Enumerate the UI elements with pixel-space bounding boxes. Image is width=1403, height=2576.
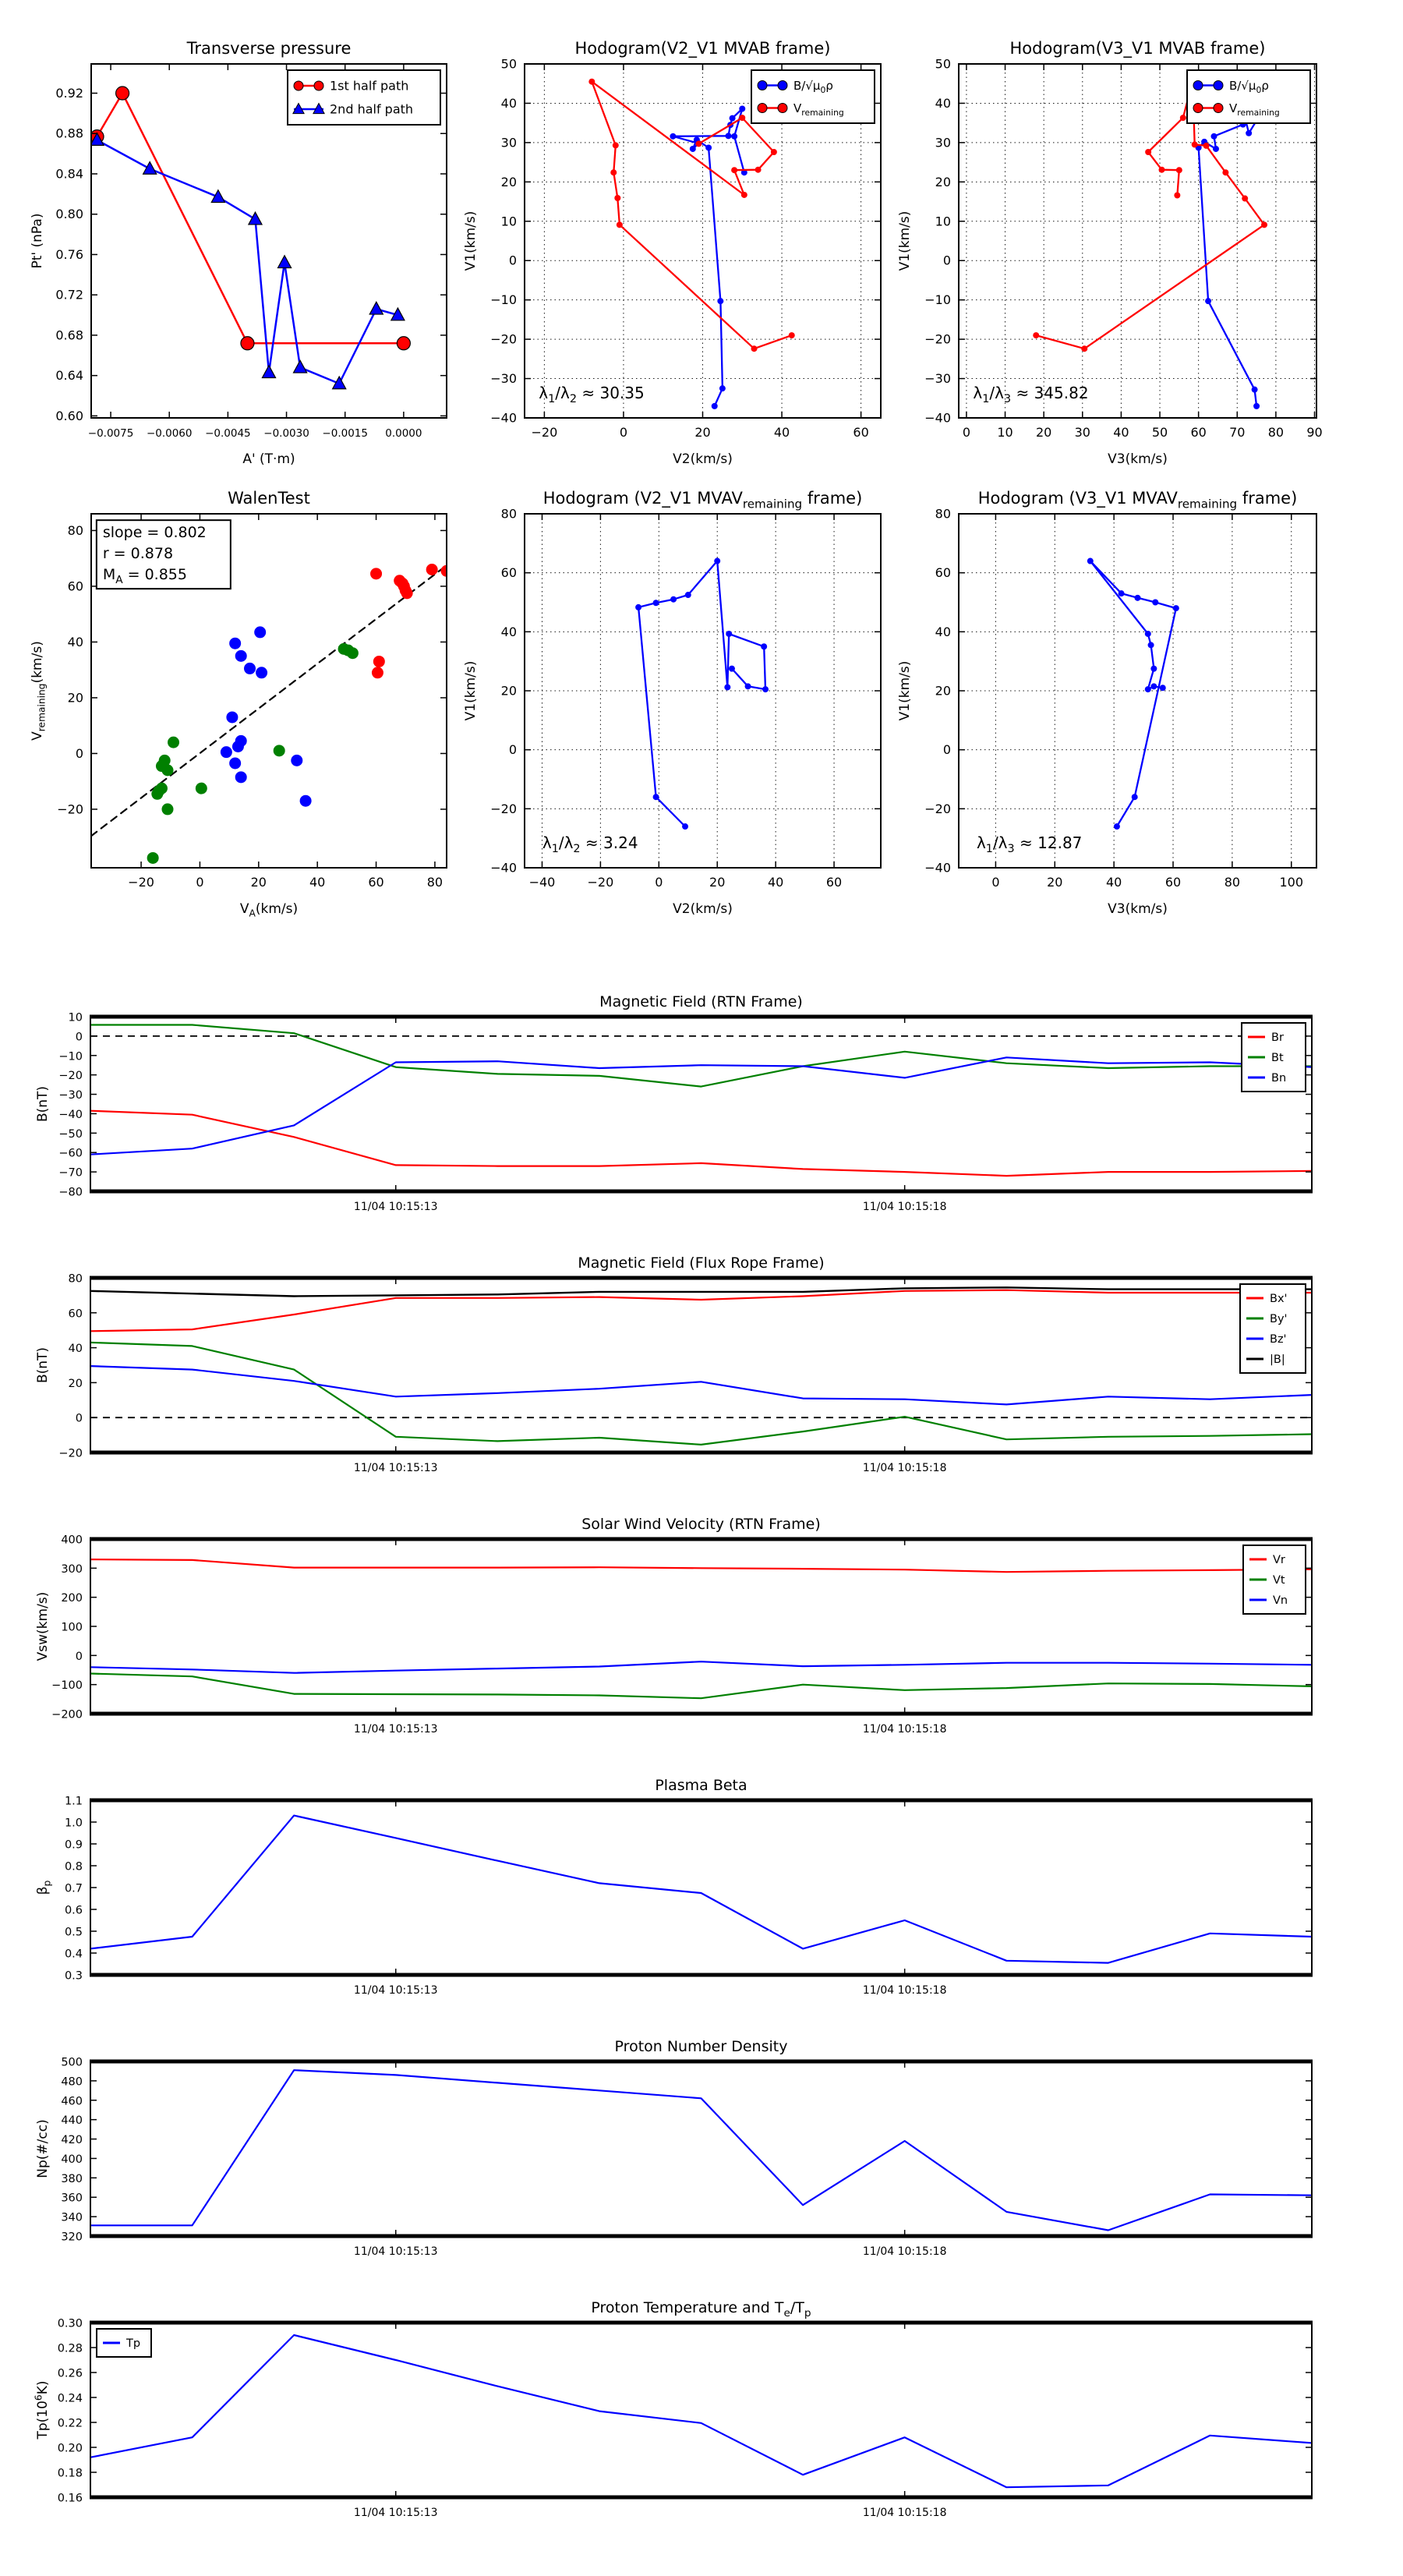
series-group bbox=[1087, 558, 1179, 830]
tick-labels bbox=[61, 2057, 946, 2259]
x-axis-label: V3(km/s) bbox=[1108, 901, 1168, 917]
legend-label: Bt bbox=[1271, 1052, 1284, 1064]
x-tick-label: 80 bbox=[1224, 875, 1241, 890]
x-tick-label: 11/04 10:15:18 bbox=[862, 1723, 947, 1736]
y-tick-label: 20 bbox=[935, 174, 951, 189]
ticks bbox=[959, 514, 1316, 868]
y-tick-label: −10 bbox=[924, 292, 951, 308]
series-group bbox=[90, 1559, 1312, 1698]
legend-label: Vr bbox=[1273, 1554, 1285, 1566]
legend-label: Bx' bbox=[1270, 1293, 1288, 1305]
series-group bbox=[90, 2070, 1312, 2230]
y-tick-label: 20 bbox=[67, 690, 83, 706]
y-tick-label: 0.60 bbox=[55, 408, 83, 423]
y-axis-label: Pt' (nPa) bbox=[30, 213, 45, 269]
x-tick-label: 11/04 10:15:18 bbox=[862, 2245, 947, 2258]
chart-title: Hodogram(V3_V1 MVAB frame) bbox=[1009, 39, 1266, 58]
y-tick-label: 10 bbox=[68, 1011, 83, 1024]
y-tick-label: 60 bbox=[935, 565, 951, 581]
x-tick-label: 20 bbox=[1035, 425, 1052, 440]
y-tick-label: −200 bbox=[51, 1708, 83, 1721]
y-tick-label: −30 bbox=[924, 371, 951, 387]
y-tick-label: 0 bbox=[942, 253, 951, 268]
y-tick-label: 20 bbox=[68, 1377, 83, 1390]
y-tick-label: −30 bbox=[58, 1089, 83, 1102]
y-tick-label: −50 bbox=[58, 1127, 83, 1141]
chart-title: Solar Wind Velocity (RTN Frame) bbox=[581, 1516, 821, 1533]
x-tick-label: 11/04 10:15:18 bbox=[862, 1201, 947, 1213]
legend bbox=[1240, 1284, 1306, 1373]
x-tick-label: 40 bbox=[1105, 875, 1122, 890]
y-tick-label: 0.9 bbox=[64, 1838, 83, 1852]
x-tick-label: 11/04 10:15:13 bbox=[353, 1201, 438, 1213]
legend-label: $B/√\mu_0\rho$ bbox=[1229, 79, 1269, 95]
series-group bbox=[588, 79, 794, 409]
x-axis-label: V3(km/s) bbox=[1108, 451, 1168, 467]
y-tick-label: −10 bbox=[490, 292, 517, 308]
legend-label: Br bbox=[1271, 1031, 1284, 1044]
annotation-line: $\lambda_1/\lambda_3 \approx 345.82$ bbox=[973, 384, 1089, 406]
chart-title: Hodogram (V3_V1 $MVAV_{remaining}$ frame) bbox=[977, 489, 1298, 511]
ticks bbox=[90, 1017, 1312, 1191]
series-line-Np bbox=[90, 2070, 1312, 2230]
y-tick-label: 40 bbox=[500, 624, 517, 639]
plot-frame bbox=[90, 1800, 1312, 1975]
tick-labels bbox=[58, 1012, 946, 1214]
y-tick-label: 460 bbox=[61, 2095, 83, 2108]
y-tick-label: 80 bbox=[500, 506, 517, 522]
series-line-Bn bbox=[90, 1057, 1312, 1154]
plot-frame bbox=[959, 514, 1316, 868]
y-tick-label: 0.68 bbox=[55, 327, 83, 343]
x-tick-label: 11/04 10:15:18 bbox=[862, 1984, 947, 1997]
x-axis-label: A' (T·m) bbox=[242, 451, 295, 467]
chart-transverse-pressure bbox=[30, 39, 447, 467]
y-tick-label: 0.16 bbox=[57, 2492, 83, 2505]
x-tick-label: 60 bbox=[1190, 425, 1207, 440]
legend bbox=[1187, 70, 1310, 123]
chart-mag-field-fluxrope bbox=[35, 1254, 1313, 1474]
y-tick-label: 1.1 bbox=[64, 1795, 83, 1808]
series-group bbox=[635, 558, 769, 830]
chart-title: Magnetic Field (Flux Rope Frame) bbox=[578, 1254, 825, 1272]
y-tick-label: 20 bbox=[500, 174, 517, 189]
x-axis-label: V2(km/s) bbox=[673, 901, 733, 917]
x-tick-label: 0.0000 bbox=[385, 427, 422, 440]
y-tick-label: −40 bbox=[58, 1108, 83, 1121]
y-tick-label: 40 bbox=[935, 624, 951, 639]
x-tick-label: 11/04 10:15:18 bbox=[862, 1462, 947, 1474]
y-tick-label: 80 bbox=[68, 1272, 83, 1286]
tick-labels bbox=[58, 2318, 947, 2520]
legend-label: $V_{remaining}$ bbox=[1229, 101, 1280, 118]
y-tick-label: 30 bbox=[500, 135, 517, 150]
y-tick-label: 20 bbox=[935, 683, 951, 699]
y-tick-label: 0.18 bbox=[57, 2467, 83, 2480]
y-tick-label: −20 bbox=[58, 1447, 83, 1460]
y-tick-label: 80 bbox=[67, 522, 83, 538]
legend-label: $V_{remaining}$ bbox=[793, 101, 844, 118]
x-tick-label: −0.0030 bbox=[263, 427, 309, 440]
y-axis-label: Vsw(km/s) bbox=[35, 1591, 51, 1661]
series-markers-scatter-green bbox=[147, 643, 359, 864]
x-tick-label: 60 bbox=[825, 875, 843, 890]
y-axis-label: Np(#/cc) bbox=[35, 2119, 51, 2178]
y-tick-label: 0.3 bbox=[64, 1969, 83, 1983]
legend-label: Bz' bbox=[1270, 1333, 1287, 1346]
y-axis-label: $Tp(10^6K)$ bbox=[33, 2380, 51, 2440]
y-tick-label: −20 bbox=[490, 331, 517, 347]
legend-label: By' bbox=[1270, 1313, 1288, 1325]
x-tick-label: 70 bbox=[1229, 425, 1246, 440]
x-tick-label: 60 bbox=[368, 875, 384, 890]
x-tick-label: 100 bbox=[1279, 875, 1304, 890]
y-tick-label: 50 bbox=[935, 56, 951, 72]
x-tick-label: 0 bbox=[962, 425, 971, 440]
y-tick-label: 20 bbox=[500, 683, 517, 699]
legend-label: 1st half path bbox=[330, 78, 409, 94]
y-tick-label: 30 bbox=[935, 135, 951, 150]
tick-labels bbox=[51, 1534, 946, 1736]
x-tick-label: 50 bbox=[1151, 425, 1168, 440]
x-tick-label: 20 bbox=[694, 425, 711, 440]
tick-labels bbox=[65, 1796, 947, 1997]
y-tick-label: 0.8 bbox=[64, 1860, 83, 1874]
y-tick-label: 0.84 bbox=[55, 166, 83, 182]
y-tick-label: 80 bbox=[935, 506, 951, 522]
series-group bbox=[91, 548, 460, 864]
y-tick-label: 340 bbox=[61, 2211, 83, 2224]
y-tick-label: −60 bbox=[58, 1147, 83, 1160]
x-axis-label: $V_A(km/s)$ bbox=[239, 901, 299, 919]
x-tick-label: 0 bbox=[655, 875, 663, 890]
y-tick-label: 380 bbox=[61, 2172, 83, 2185]
legend-label: Vt bbox=[1273, 1574, 1285, 1587]
tick-labels bbox=[55, 86, 422, 440]
y-tick-label: 100 bbox=[61, 1621, 83, 1634]
series-line-1st half path bbox=[97, 94, 404, 344]
chart-proton-temperature bbox=[34, 2299, 1313, 2519]
annotation-line: slope = 0.802 bbox=[102, 524, 207, 542]
tick-labels bbox=[58, 1273, 946, 1475]
y-tick-label: 1.0 bbox=[64, 1817, 83, 1830]
legend bbox=[288, 70, 440, 125]
chart-title: WalenTest bbox=[228, 489, 310, 508]
legend-label: $B/√\mu_0\rho$ bbox=[793, 79, 833, 95]
y-tick-label: −80 bbox=[58, 1186, 83, 1199]
y-axis-label: B(nT) bbox=[35, 1346, 51, 1384]
x-tick-label: 60 bbox=[853, 425, 869, 440]
series-group bbox=[90, 1025, 1312, 1177]
chart-solar-wind-velocity bbox=[35, 1516, 1313, 1736]
y-tick-label: 0.22 bbox=[57, 2417, 83, 2430]
y-tick-label: 0.30 bbox=[57, 2317, 83, 2330]
y-tick-label: −20 bbox=[490, 801, 517, 816]
chart-hodogram-v3v1-mvav bbox=[897, 489, 1316, 917]
y-tick-label: −10 bbox=[58, 1050, 83, 1063]
y-tick-label: 300 bbox=[61, 1562, 83, 1576]
chart-title: Hodogram(V2_V1 MVAB frame) bbox=[574, 39, 831, 58]
y-tick-label: 500 bbox=[61, 2056, 83, 2069]
y-tick-label: 40 bbox=[67, 634, 83, 649]
chart-plasma-beta bbox=[35, 1777, 1313, 1997]
annotation bbox=[539, 384, 644, 405]
series-line-Vn bbox=[90, 1661, 1312, 1673]
y-tick-label: 400 bbox=[61, 2153, 83, 2166]
y-tick-label: 0.24 bbox=[57, 2392, 83, 2405]
x-tick-label: −20 bbox=[128, 875, 154, 890]
y-tick-label: 360 bbox=[61, 2192, 83, 2205]
y-tick-label: 0 bbox=[508, 742, 517, 758]
series-line-B/sqrt(mu0 rho) bbox=[1090, 561, 1176, 827]
x-axis-label: V2(km/s) bbox=[673, 451, 733, 467]
x-tick-label: −20 bbox=[531, 425, 558, 440]
y-tick-label: 60 bbox=[68, 1307, 83, 1321]
series-line-By' bbox=[90, 1343, 1312, 1445]
y-tick-label: −20 bbox=[924, 331, 951, 347]
ticks bbox=[90, 2323, 1312, 2497]
legend bbox=[97, 2329, 151, 2357]
y-tick-label: −70 bbox=[58, 1166, 83, 1180]
x-tick-label: 40 bbox=[773, 425, 790, 440]
x-tick-label: −0.0075 bbox=[87, 427, 134, 440]
x-tick-label: −0.0060 bbox=[146, 427, 193, 440]
legend-label: Tp bbox=[126, 2337, 141, 2350]
annotation-line: r = 0.878 bbox=[102, 545, 174, 563]
x-tick-label: 20 bbox=[250, 875, 267, 890]
series-line-Bt bbox=[90, 1025, 1312, 1087]
y-tick-label: 0 bbox=[75, 1412, 83, 1425]
ticks bbox=[90, 1800, 1312, 1975]
annotation bbox=[542, 833, 638, 855]
series-line-Tp bbox=[90, 2335, 1312, 2487]
y-tick-label: 440 bbox=[61, 2114, 83, 2128]
y-tick-label: 0 bbox=[75, 745, 83, 761]
series-group bbox=[90, 87, 410, 389]
y-axis-label: V1(km/s) bbox=[463, 660, 479, 721]
plot-frame bbox=[90, 2323, 1312, 2497]
y-tick-label: 10 bbox=[500, 214, 517, 229]
x-tick-label: −0.0045 bbox=[205, 427, 251, 440]
x-tick-label: 10 bbox=[997, 425, 1013, 440]
chart-mag-field-rtn bbox=[35, 993, 1313, 1213]
x-tick-label: 40 bbox=[767, 875, 784, 890]
y-tick-label: 200 bbox=[61, 1592, 83, 1605]
y-axis-label: $\beta_p$ bbox=[35, 1880, 53, 1895]
legend-label: Bn bbox=[1271, 1072, 1287, 1085]
ticks bbox=[90, 2061, 1312, 2236]
y-tick-label: 60 bbox=[67, 579, 83, 594]
x-tick-label: 0 bbox=[991, 875, 1000, 890]
y-tick-label: 0.26 bbox=[57, 2367, 83, 2380]
grid bbox=[525, 514, 881, 868]
y-tick-label: −40 bbox=[490, 860, 517, 876]
x-tick-label: 11/04 10:15:13 bbox=[353, 1723, 438, 1736]
series-line-Bz' bbox=[90, 1366, 1312, 1404]
legend bbox=[1243, 1545, 1306, 1614]
x-tick-label: −0.0015 bbox=[322, 427, 368, 440]
y-tick-label: 60 bbox=[500, 565, 517, 581]
annotation bbox=[973, 384, 1088, 405]
annotation bbox=[97, 520, 231, 589]
y-tick-label: 320 bbox=[61, 2231, 83, 2244]
x-tick-label: 0 bbox=[196, 875, 204, 890]
y-tick-label: 40 bbox=[68, 1343, 83, 1356]
y-tick-label: −40 bbox=[490, 410, 517, 426]
x-tick-label: 11/04 10:15:18 bbox=[862, 2507, 947, 2519]
legend-label: |B| bbox=[1270, 1353, 1285, 1366]
series-line-B/sqrt(mu0 rho) bbox=[673, 109, 744, 406]
y-axis-label: V1(km/s) bbox=[463, 211, 479, 271]
y-tick-label: 0.28 bbox=[57, 2342, 83, 2355]
y-tick-label: 0 bbox=[942, 742, 951, 758]
x-tick-label: 11/04 10:15:13 bbox=[353, 2245, 438, 2258]
y-tick-label: −20 bbox=[924, 801, 951, 816]
x-tick-label: 11/04 10:15:13 bbox=[353, 1462, 438, 1474]
chart-title: Proton Number Density bbox=[614, 2038, 788, 2055]
x-tick-label: 40 bbox=[309, 875, 326, 890]
y-tick-label: 420 bbox=[61, 2134, 83, 2147]
series-line-walen-fit bbox=[91, 565, 447, 836]
legend bbox=[1242, 1023, 1306, 1092]
y-tick-label: 50 bbox=[500, 56, 517, 72]
annotation-line: $\lambda_1/\lambda_2 \approx 3.24$ bbox=[542, 833, 638, 856]
y-tick-label: 0.88 bbox=[55, 126, 83, 141]
chart-title: Transverse pressure bbox=[186, 39, 352, 58]
y-tick-label: 0.5 bbox=[64, 1926, 83, 1939]
x-tick-label: 40 bbox=[1113, 425, 1129, 440]
legend bbox=[751, 70, 875, 123]
y-tick-label: 0 bbox=[75, 1031, 83, 1044]
series-markers-scatter-blue bbox=[221, 626, 312, 806]
y-axis-label: $V_{remaining}(km/s)$ bbox=[30, 641, 48, 741]
chart-hodogram-v3v1-mvab bbox=[897, 39, 1323, 467]
y-tick-label: −40 bbox=[924, 860, 951, 876]
x-tick-label: −40 bbox=[528, 875, 556, 890]
x-tick-label: −20 bbox=[587, 875, 614, 890]
x-tick-label: 60 bbox=[1164, 875, 1182, 890]
x-tick-label: 90 bbox=[1306, 425, 1323, 440]
series-markers-2nd half path bbox=[90, 133, 405, 389]
y-tick-label: 40 bbox=[935, 95, 951, 111]
series-group bbox=[90, 1816, 1312, 1963]
x-tick-label: 20 bbox=[709, 875, 726, 890]
y-tick-label: 40 bbox=[500, 95, 517, 111]
chart-title: Plasma Beta bbox=[655, 1777, 747, 1794]
chart-proton-number-density bbox=[35, 2038, 1313, 2258]
y-tick-label: −40 bbox=[924, 410, 951, 426]
x-tick-label: 80 bbox=[426, 875, 444, 890]
chart-title: Magnetic Field (RTN Frame) bbox=[599, 993, 803, 1010]
series-line-Vr bbox=[90, 1559, 1312, 1572]
x-tick-label: 11/04 10:15:13 bbox=[353, 2507, 438, 2519]
y-axis-label: V1(km/s) bbox=[897, 660, 913, 721]
y-tick-label: 0.72 bbox=[55, 287, 83, 303]
grid bbox=[959, 514, 1316, 868]
y-tick-label: 0 bbox=[508, 253, 517, 268]
y-tick-label: 400 bbox=[61, 1534, 83, 1547]
chart-title: Proton Temperature and $T_e/T_p$ bbox=[591, 2299, 811, 2319]
plot-frame bbox=[525, 514, 881, 868]
y-tick-label: 0.92 bbox=[55, 86, 83, 101]
plot-frame bbox=[90, 2061, 1312, 2236]
y-tick-label: −100 bbox=[51, 1679, 83, 1693]
y-tick-label: −30 bbox=[490, 371, 517, 387]
y-tick-label: 0.7 bbox=[64, 1882, 83, 1895]
chart-walen-test bbox=[30, 489, 460, 918]
y-tick-label: 0.6 bbox=[64, 1904, 83, 1917]
legend-label: Vn bbox=[1273, 1594, 1288, 1607]
plot-frame bbox=[90, 1017, 1312, 1191]
x-tick-label: 80 bbox=[1267, 425, 1285, 440]
legend-label: 2nd half path bbox=[330, 101, 414, 117]
x-tick-label: 0 bbox=[619, 425, 628, 440]
x-tick-label: 20 bbox=[1047, 875, 1063, 890]
y-tick-label: 480 bbox=[61, 2075, 83, 2089]
series-group bbox=[1033, 78, 1267, 409]
chart-hodogram-v2v1-mvab bbox=[463, 39, 881, 467]
y-tick-label: 10 bbox=[935, 214, 951, 229]
y-tick-label: 0.80 bbox=[55, 207, 83, 222]
annotation-line: $\lambda_1/\lambda_3 \approx 12.87$ bbox=[976, 833, 1083, 856]
series-group bbox=[90, 2335, 1312, 2487]
chart-hodogram-v2v1-mvav bbox=[463, 489, 881, 917]
series-line-Vt bbox=[90, 1674, 1312, 1699]
series-markers-B/sqrt(mu0 rho) bbox=[1087, 558, 1179, 830]
tick-labels bbox=[490, 507, 842, 890]
y-tick-label: 0.20 bbox=[57, 2442, 83, 2455]
y-tick-label: 0.4 bbox=[64, 1948, 83, 1961]
annotation bbox=[977, 833, 1082, 855]
series-line-beta-p bbox=[90, 1816, 1312, 1963]
y-tick-label: 0.76 bbox=[55, 246, 83, 262]
y-tick-label: −20 bbox=[57, 801, 83, 817]
series-group bbox=[90, 1287, 1312, 1445]
annotation-line: $\lambda_1/\lambda_2 \approx 30.35$ bbox=[539, 384, 645, 406]
annotation-line: $M_A = 0.855$ bbox=[102, 566, 188, 587]
x-tick-label: 30 bbox=[1074, 425, 1090, 440]
y-tick-label: 0.64 bbox=[55, 368, 83, 384]
y-tick-label: −20 bbox=[58, 1070, 83, 1083]
y-tick-label: 0 bbox=[75, 1650, 83, 1663]
chart-title: Hodogram (V2_V1 $MVAV_{remaining}$ frame) bbox=[542, 489, 863, 511]
y-axis-label: B(nT) bbox=[35, 1085, 51, 1123]
y-axis-label: V1(km/s) bbox=[897, 211, 913, 271]
series-line-Br bbox=[90, 1111, 1312, 1176]
x-tick-label: 11/04 10:15:13 bbox=[353, 1984, 438, 1997]
ticks bbox=[525, 514, 881, 868]
